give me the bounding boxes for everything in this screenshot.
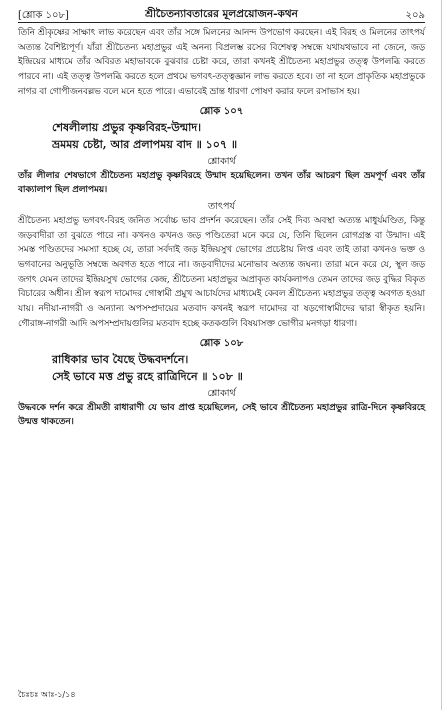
verse-108-line-2: সেই ভাবে মত্ত প্রভু রহে রাত্রিদিনে ॥ ১০৮ ॥	[52, 369, 243, 383]
verse-107-translation: তাঁর লীলার শেষভাগে শ্রীচৈতন্য মহাপ্রভু কৃষ্ণবিরহে উন্মাদ হয়েছিলেন। তখন তাঁর আচরণ ছিল ভ্রমপূর্ণ এবং তাঁর বাক্যালাপ ছিল প্রলাপময়।	[18, 170, 425, 196]
page-header	[18, 6, 425, 23]
purport-continuation: তিনি শ্রীকৃষ্ণের সাক্ষাৎ লাভ করেছেন এবং তাঁর সঙ্গে মিলনের আনন্দ উপভোগ করছেন। এই বিরহ ও মিলনের তাৎপর্য অত্যন্ত বৈশিষ্ট্যপূর্ণ। যাঁরা শ্রীচৈতন্য মহাপ্রভুর এই অনন্য বিপ্রলম্ভ রসের বিশেষত্ব সম্বন্ধে যথাযথভাবে না জেনে, জড় ইন্দ্রিয়ের মাধ্যমে তাঁর অবিরত মহাভাবকে বুঝবার চেষ্টা করে, তারা কখনই শ্রীচৈতন্য মহাপ্রভুর তত্ত্ব উপলব্ধি করতে পারবে না। এই তত্ত্ব উপলব্ধি করতে হলে প্রথমে ভগবৎ-তত্ত্বজ্ঞান লাভ করতে হবে। তা না হলে প্রাকৃতিক মহাপ্রভুকে নাগর বা গোপীজনবল্লভ বলে মনে হতে পারে। এভাবেই ভ্রান্ত ধারণা পোষণ করার ফলে রসাভাস হয়।	[18, 28, 425, 97]
verse-107-line-2: ভ্রমময় চেষ্টা, আর প্রলাপময় বাদ ॥ ১০৭ ॥	[52, 137, 238, 151]
verse-107-heading: শ্লোক ১০৭	[199, 105, 244, 117]
verse-107-line-1: শেষলীলায় প্রভুর কৃষ্ণবিরহ-উন্মাদ।	[52, 120, 202, 134]
verse-108-line-1: রাধিকার ভাব যৈছে উদ্ধবদর্শনে।	[52, 352, 189, 366]
verse-107-translation-heading: শ্লোকার্থ	[207, 155, 236, 167]
verse-107-purport-heading: তাৎপর্য	[208, 200, 235, 212]
verse-108-heading: শ্লোক ১০৮	[199, 337, 244, 349]
verse-107-purport: শ্রীচৈতন্য মহাপ্রভু ভগবৎ-বিরহ জনিত সর্বোচ্চ ভাব প্রদর্শন করেছেন। তাঁর সেই দিব্য অবস্থা অত্যন্ত মাধুর্যমণ্ডিত, কিন্তু জড়বাদীরা তা বুঝতে পারে না। কখনও কখনও জড় পণ্ডিতেরা মনে করে যে, তিনি ছিলেন রোগগ্রস্ত বা উন্মাদ। এই সমস্ত পণ্ডিতদের সমস্যা হচ্ছে যে, তারা সর্বদাই জড় ইন্দ্রিয়সুখ ভোগের প্রচেষ্টায় লিপ্ত এবং তাই তারা কখনও ভক্ত ও ভগবানের অনুভূতি সম্বন্ধে অবগত হতে পারে না। জড়বাদীদের মনোভাব অত্যন্ত জঘন্য। তারা মনে করে যে, স্থূল জড় জগৎ যেমন তাদের ইন্দ্রিয়সুখ ভোগের কেন্দ্র, শ্রীচৈতন্য মহাপ্রভুর অপ্রাকৃত কার্যকলাপও তেমন তাদের জড় বুদ্ধির বিকৃত বিচারের অধীন। শ্রীল স্বরূপ দামোদর গোস্বামী প্রমুখ আচার্যদের মাধ্যমেই কেবল শ্রীচৈতন্য মহাপ্রভুর তত্ত্ব অবগত হওয়া যায়। নদীয়া-নাগরী ও অন্যান্য অপসম্প্রদায়ের মতবাদ কখনই স্বরূপ দামোদর বা ষড়গোস্বামীদের দ্বারা স্বীকৃত হয়নি। গৌরাঙ্গ-নাগরী আদি অপসম্প্রদায়গুলির মতবাদ হচ্ছে কতকগুলি বিষয়াসক্ত ভোগীর মনগড়া ধারণা।	[18, 215, 425, 329]
verse-107	[18, 104, 425, 332]
verse-108	[18, 336, 425, 430]
header-verse-ref: [শ্লোক ১০৮]	[18, 10, 69, 21]
header-chapter-title: শ্রীচৈতন্যাবতারের মূলপ্রয়োজন-কথন	[145, 8, 298, 20]
page-number: ২০৯	[405, 10, 425, 21]
page-footer-signature: চৈঃচঃ আঃ-১/১৪	[18, 690, 76, 699]
verse-108-translation: উদ্ধবকে দর্শন করে শ্রীমতী রাধারাণী যে ভাব প্রাপ্ত হয়েছিলেন, সেই ভাবে শ্রীচৈতন্য মহাপ্রভুর রাত্রি-দিনে কৃষ্ণবিরহে উন্মত্ত থাকতেন।	[18, 402, 425, 428]
verse-108-translation-heading: শ্লোকার্থ	[207, 387, 236, 399]
